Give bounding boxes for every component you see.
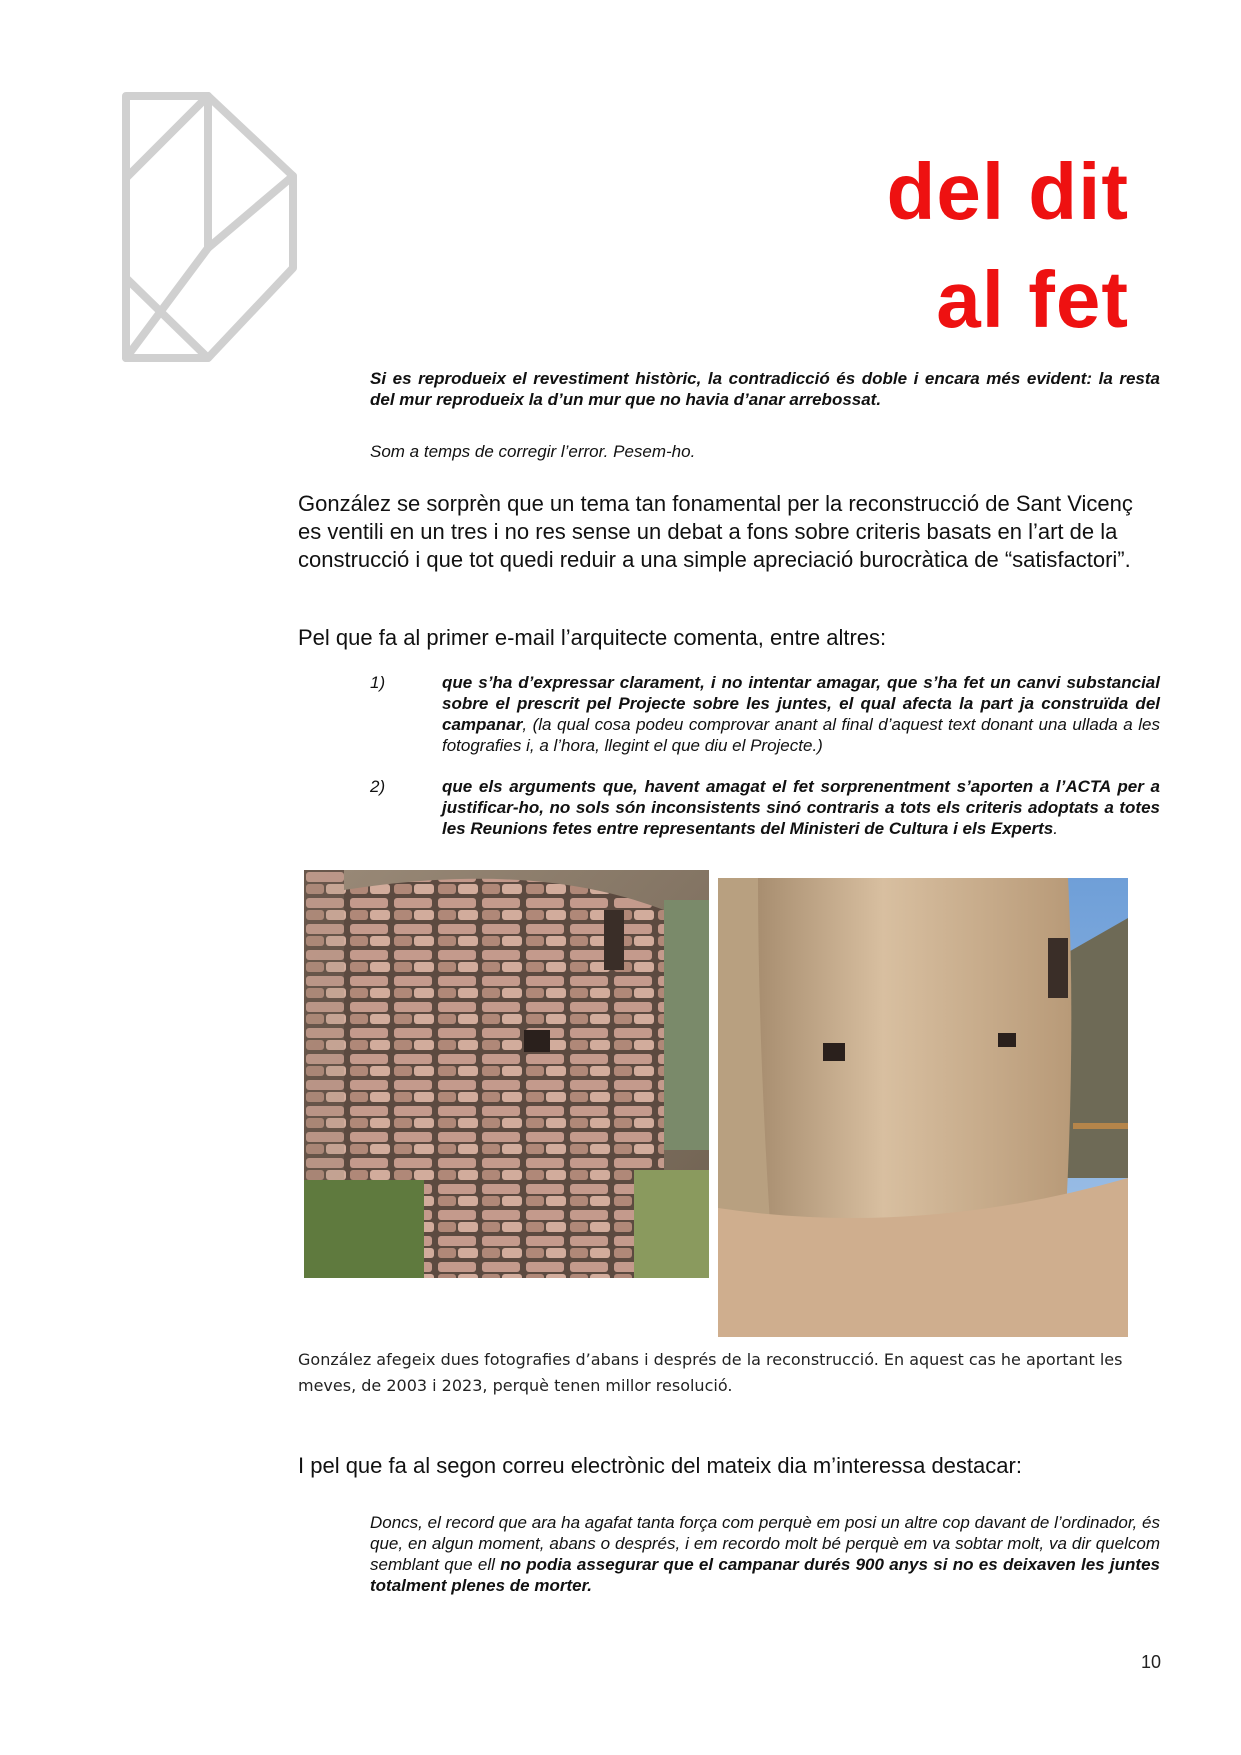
quote-block-1 (370, 368, 1160, 410)
paragraph-1: González se sorprèn que un tema tan fonamental per la reconstrucció de Sant Vicenç es ventili en un tres i no res sense un debat a fons sobre criteris basats en l’art de la construcció i que tot quedi reduir a una simple apreciació burocràtica de “satisfactori”. (298, 491, 1133, 572)
masthead-title (886, 138, 1129, 354)
list-item-number: 1) (370, 673, 386, 692)
quote-2-italic: Doncs, el record que ara ha agafat tanta força com perquè em posi un altre cop davant de l’ordinador, és que, en algun moment, abans o després, i em recordo molt bé perquè em va sobtar molt, va dir quelcom semblant que ell (370, 1513, 1160, 1574)
list-item (370, 672, 1160, 756)
publication-logo-icon (118, 88, 318, 368)
numbered-list (370, 672, 1160, 839)
list-item-bold: que s’ha d’expressar clarament, i no intentar amagar, que s’ha fet un canvi substancial sobre el prescrit pel Projecte sobre les juntes, el qual afecta la part ja construïda del campanar (442, 673, 1160, 734)
quote-1-note: Som a temps de corregir l’error. Pesem-ho. (370, 442, 696, 461)
list-item-rest: , (la qual cosa podeu comprovar anant al final d’aquest text donant una ullada a les fotografies i, a l’hora, llegint el que diu el Projecte.) (442, 715, 1160, 755)
paragraph-3: I pel que fa al segon correu electrònic del mateix dia m’interessa destacar: (298, 1453, 1022, 1478)
quote-block-2 (370, 1512, 1160, 1596)
quote-block-1-note (370, 441, 1160, 462)
photo-caption: González afegeix dues fotografies d’abans i després de la reconstrucció. En aquest cas he aportant les meves, de 2003 i 2023, perquè tenen millor resolució. (298, 1350, 1123, 1395)
page-number: 10 (1140, 1652, 1161, 1672)
masthead-line-2: al fet (936, 255, 1129, 344)
photo-after-2023 (718, 878, 1128, 1337)
list-item-rest: . (1053, 819, 1058, 838)
photo-before-2003 (304, 870, 709, 1278)
list-item-text (442, 672, 1160, 756)
quote-2-bold: no podia assegurar que el campanar durés 900 anys si no es deixaven les juntes totalment plenes de morter. (370, 1555, 1160, 1595)
quote-1-bold: Si es reprodueix el revestiment històric, la contradicció és doble i encara més evident: la resta del mur reprodueix la d’un mur que no havia d’anar arrebossat. (370, 369, 1160, 409)
list-item (370, 776, 1160, 839)
list-item-text (442, 776, 1160, 839)
masthead-line-1: del dit (886, 147, 1129, 236)
list-item-bold: que els arguments que, havent amagat el fet sorprenentment s’aporten a l’ACTA per a justificar-ho, no sols són inconsistents sinó contraris a tots els criteris adoptats a totes les Reunions fetes entre representants del Ministeri de Cultura i els Experts (442, 777, 1160, 838)
list-item-number: 2) (370, 777, 386, 796)
paragraph-2: Pel que fa al primer e-mail l’arquitecte comenta, entre altres: (298, 625, 887, 650)
